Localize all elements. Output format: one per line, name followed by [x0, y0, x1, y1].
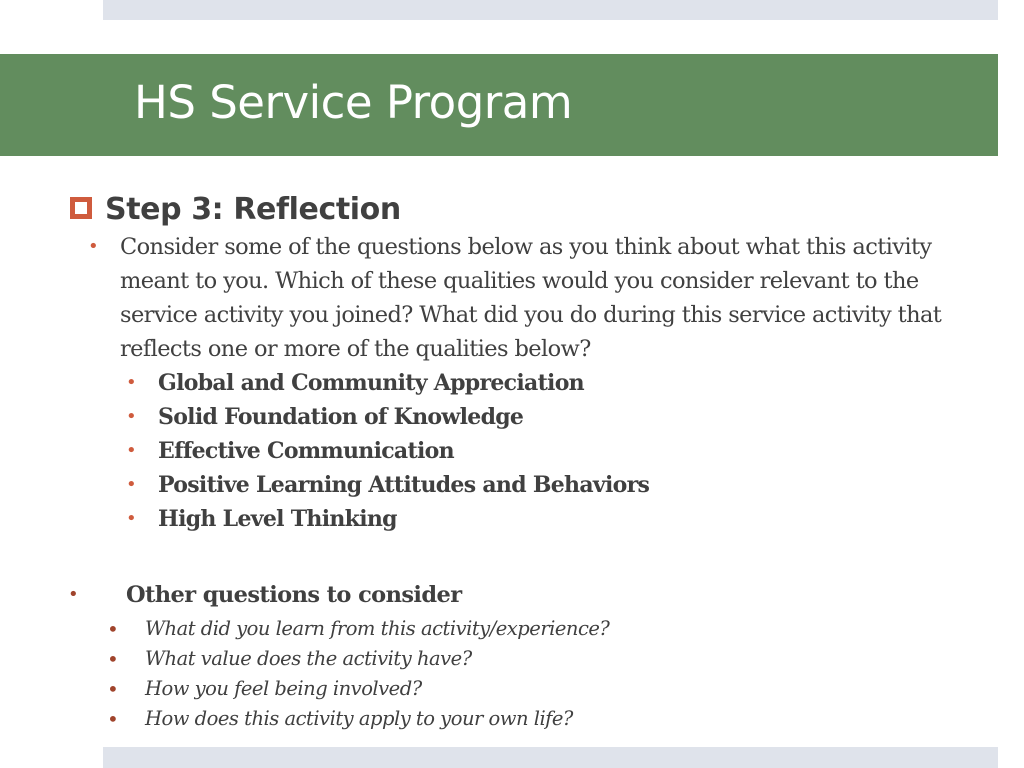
quality-text: High Level Thinking: [158, 506, 397, 532]
list-item: [120, 434, 649, 468]
dot-bullet-icon: •: [126, 440, 136, 461]
dot-bullet-icon: •: [126, 372, 136, 393]
bottom-decorative-band: [103, 747, 998, 768]
step-heading: [70, 189, 401, 229]
list-item: [104, 614, 609, 644]
dot-bullet-icon: •: [107, 707, 119, 731]
dot-bullet-icon: •: [107, 647, 119, 671]
other-questions-heading: Other questions to consider: [126, 582, 462, 608]
square-bullet-icon: [70, 197, 92, 219]
dot-bullet-icon: •: [68, 584, 79, 605]
quality-text: Global and Community Appreciation: [158, 370, 584, 396]
list-item: [120, 400, 649, 434]
question-text: What did you learn from this activity/experience?: [145, 617, 610, 640]
list-item: [120, 468, 649, 502]
dot-bullet-icon: •: [126, 474, 136, 495]
dot-bullet-icon: •: [126, 508, 136, 529]
quality-text: Positive Learning Attitudes and Behaviors: [158, 472, 650, 498]
question-text: How you feel being involved?: [145, 677, 422, 700]
slide-title: HS Service Program: [134, 76, 573, 129]
step-heading-text: Step 3: Reflection: [105, 191, 401, 227]
list-item: [104, 644, 609, 674]
list-item: [120, 366, 649, 400]
question-text: How does this activity apply to your own life?: [145, 707, 573, 730]
qualities-list: [120, 366, 649, 536]
top-decorative-band: [103, 0, 998, 20]
other-questions-list: [104, 614, 609, 734]
instruction-paragraph: Consider some of the questions below as you think about what this activity meant to you. Which of these qualities would you consider relevant to the service activity you joined? What did you do during this service activity that reflects one or more of the qualities below?: [120, 234, 942, 362]
quality-text: Solid Foundation of Knowledge: [158, 404, 524, 430]
list-item: [104, 674, 609, 704]
list-item: [120, 502, 649, 536]
list-item: [104, 704, 609, 734]
question-text: What value does the activity have?: [145, 647, 472, 670]
dot-bullet-icon: •: [126, 406, 136, 427]
dot-bullet-icon: •: [107, 617, 119, 641]
dot-bullet-icon: •: [107, 677, 119, 701]
dot-bullet-icon: •: [88, 236, 99, 257]
quality-text: Effective Communication: [158, 438, 454, 464]
